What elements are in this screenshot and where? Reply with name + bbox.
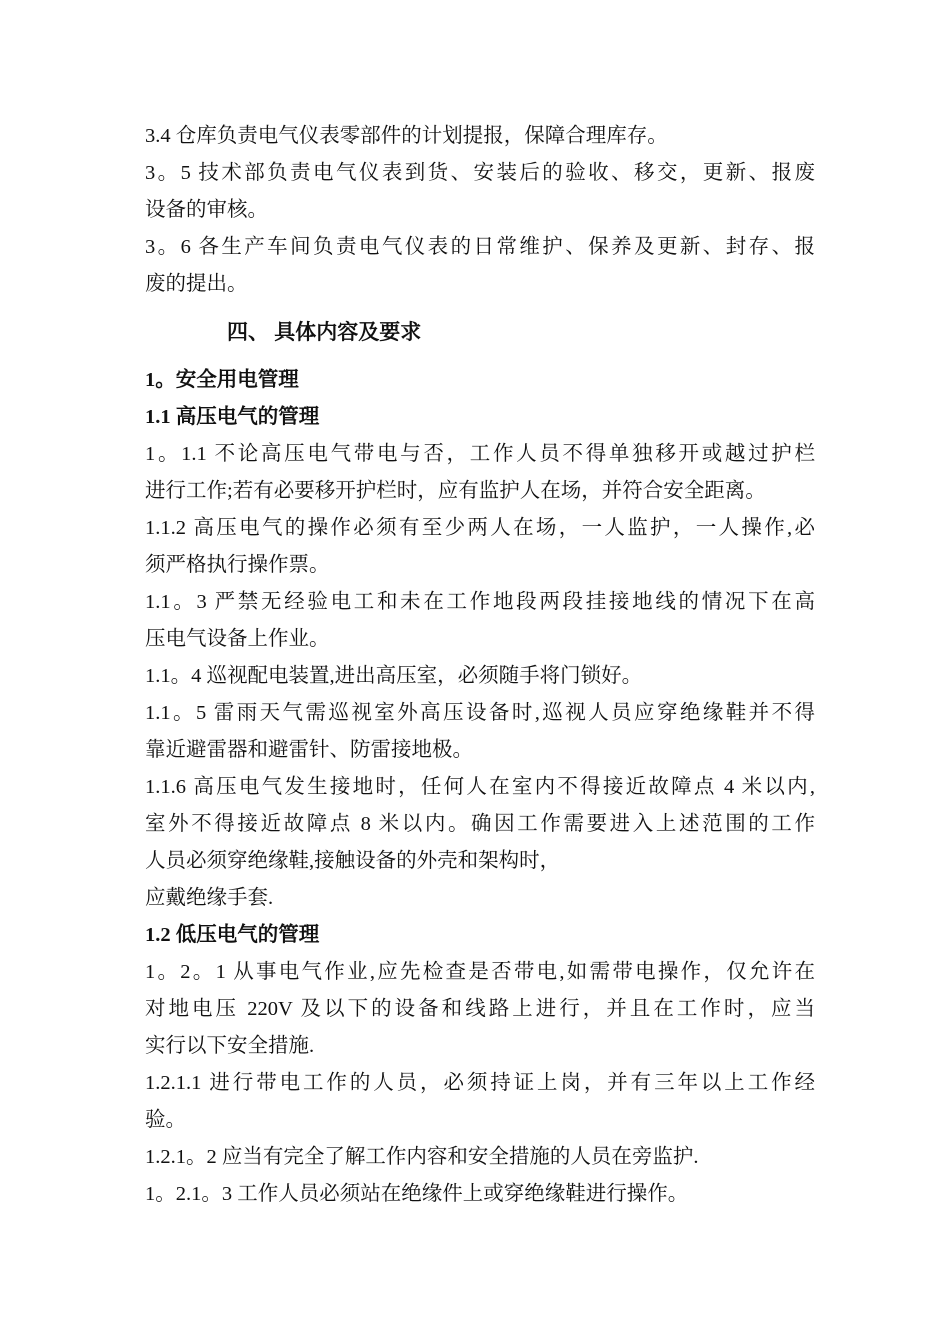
section-heading xyxy=(145,917,815,954)
text-line: 1。2。1 从事电气作业,应先检查是否带电,如需带电操作，仅允许在 xyxy=(145,961,815,983)
text-line: 1.1 高压电气的管理 xyxy=(145,406,320,428)
text-line: 实行以下安全措施. xyxy=(145,1035,315,1057)
text-line: 靠近避雷器和避雷针、防雷接地极。 xyxy=(145,739,473,761)
text-line: 1.2.1.1 进行带电工作的人员，必须持证上岗，并有三年以上工作经 xyxy=(145,1072,815,1094)
text-line: 1。安全用电管理 xyxy=(145,369,299,391)
text-line: 1.1。5 雷雨天气需巡视室外高压设备时,巡视人员应穿绝缘鞋并不得 xyxy=(145,702,815,724)
text-line: 应戴绝缘手套. xyxy=(145,887,274,909)
body-paragraph xyxy=(145,1176,815,1213)
body-paragraph xyxy=(145,436,815,510)
text-line: 1。2.1。3 工作人员必须站在绝缘件上或穿绝缘鞋进行操作。 xyxy=(145,1183,689,1205)
chapter-heading xyxy=(145,314,815,351)
text-line: 进行工作;若有必要移开护栏时，应有监护人在场，并符合安全距离。 xyxy=(145,480,766,502)
text-line: 压电气设备上作业。 xyxy=(145,628,330,650)
text-line: 四、 具体内容及要求 xyxy=(227,320,422,344)
text-line: 1.2 低压电气的管理 xyxy=(145,924,320,946)
body-paragraph xyxy=(145,695,815,769)
text-line: 1.1.6 高压电气发生接地时，任何人在室内不得接近故障点 4 米以内, xyxy=(145,776,815,798)
section-heading xyxy=(145,362,815,399)
text-line: 3。6 各生产车间负责电气仪表的日常维护、保养及更新、封存、报 xyxy=(145,236,815,258)
body-paragraph xyxy=(145,229,815,303)
body-paragraph xyxy=(145,1139,815,1176)
text-line: 对地电压 220V 及以下的设备和线路上进行，并且在工作时，应当 xyxy=(145,998,815,1020)
section-heading xyxy=(145,399,815,436)
body-paragraph xyxy=(145,584,815,658)
text-line: 废的提出。 xyxy=(145,273,248,295)
body-paragraph xyxy=(145,510,815,584)
text-line: 1.2.1。2 应当有完全了解工作内容和安全措施的人员在旁监护. xyxy=(145,1146,699,1168)
document-body xyxy=(145,118,815,1213)
body-paragraph xyxy=(145,118,815,155)
text-line: 须严格执行操作票。 xyxy=(145,554,330,576)
text-line: 人员必须穿绝缘鞋,接触设备的外壳和架构时， xyxy=(145,850,561,872)
text-line: 3.4 仓库负责电气仪表零部件的计划提报，保障合理库存。 xyxy=(145,125,668,147)
text-line: 验。 xyxy=(145,1109,186,1131)
text-line: 1。1.1 不论高压电气带电与否，工作人员不得单独移开或越过护栏 xyxy=(145,443,815,465)
body-paragraph xyxy=(145,658,815,695)
body-paragraph xyxy=(145,954,815,1065)
body-paragraph xyxy=(145,769,815,880)
text-line: 1.1.2 高压电气的操作必须有至少两人在场，一人监护，一人操作,必 xyxy=(145,517,815,539)
text-line: 1.1。3 严禁无经验电工和未在工作地段两段挂接地线的情况下在高 xyxy=(145,591,815,613)
text-line: 1.1。4 巡视配电装置,进出高压室，必须随手将门锁好。 xyxy=(145,665,643,687)
body-paragraph xyxy=(145,1065,815,1139)
body-paragraph xyxy=(145,155,815,229)
text-line: 设备的审核。 xyxy=(145,199,268,221)
text-line: 室外不得接近故障点 8 米以内。确因工作需要进入上述范围的工作 xyxy=(145,813,815,835)
body-paragraph xyxy=(145,880,815,917)
text-line: 3。5 技术部负责电气仪表到货、安装后的验收、移交，更新、报废 xyxy=(145,162,815,184)
